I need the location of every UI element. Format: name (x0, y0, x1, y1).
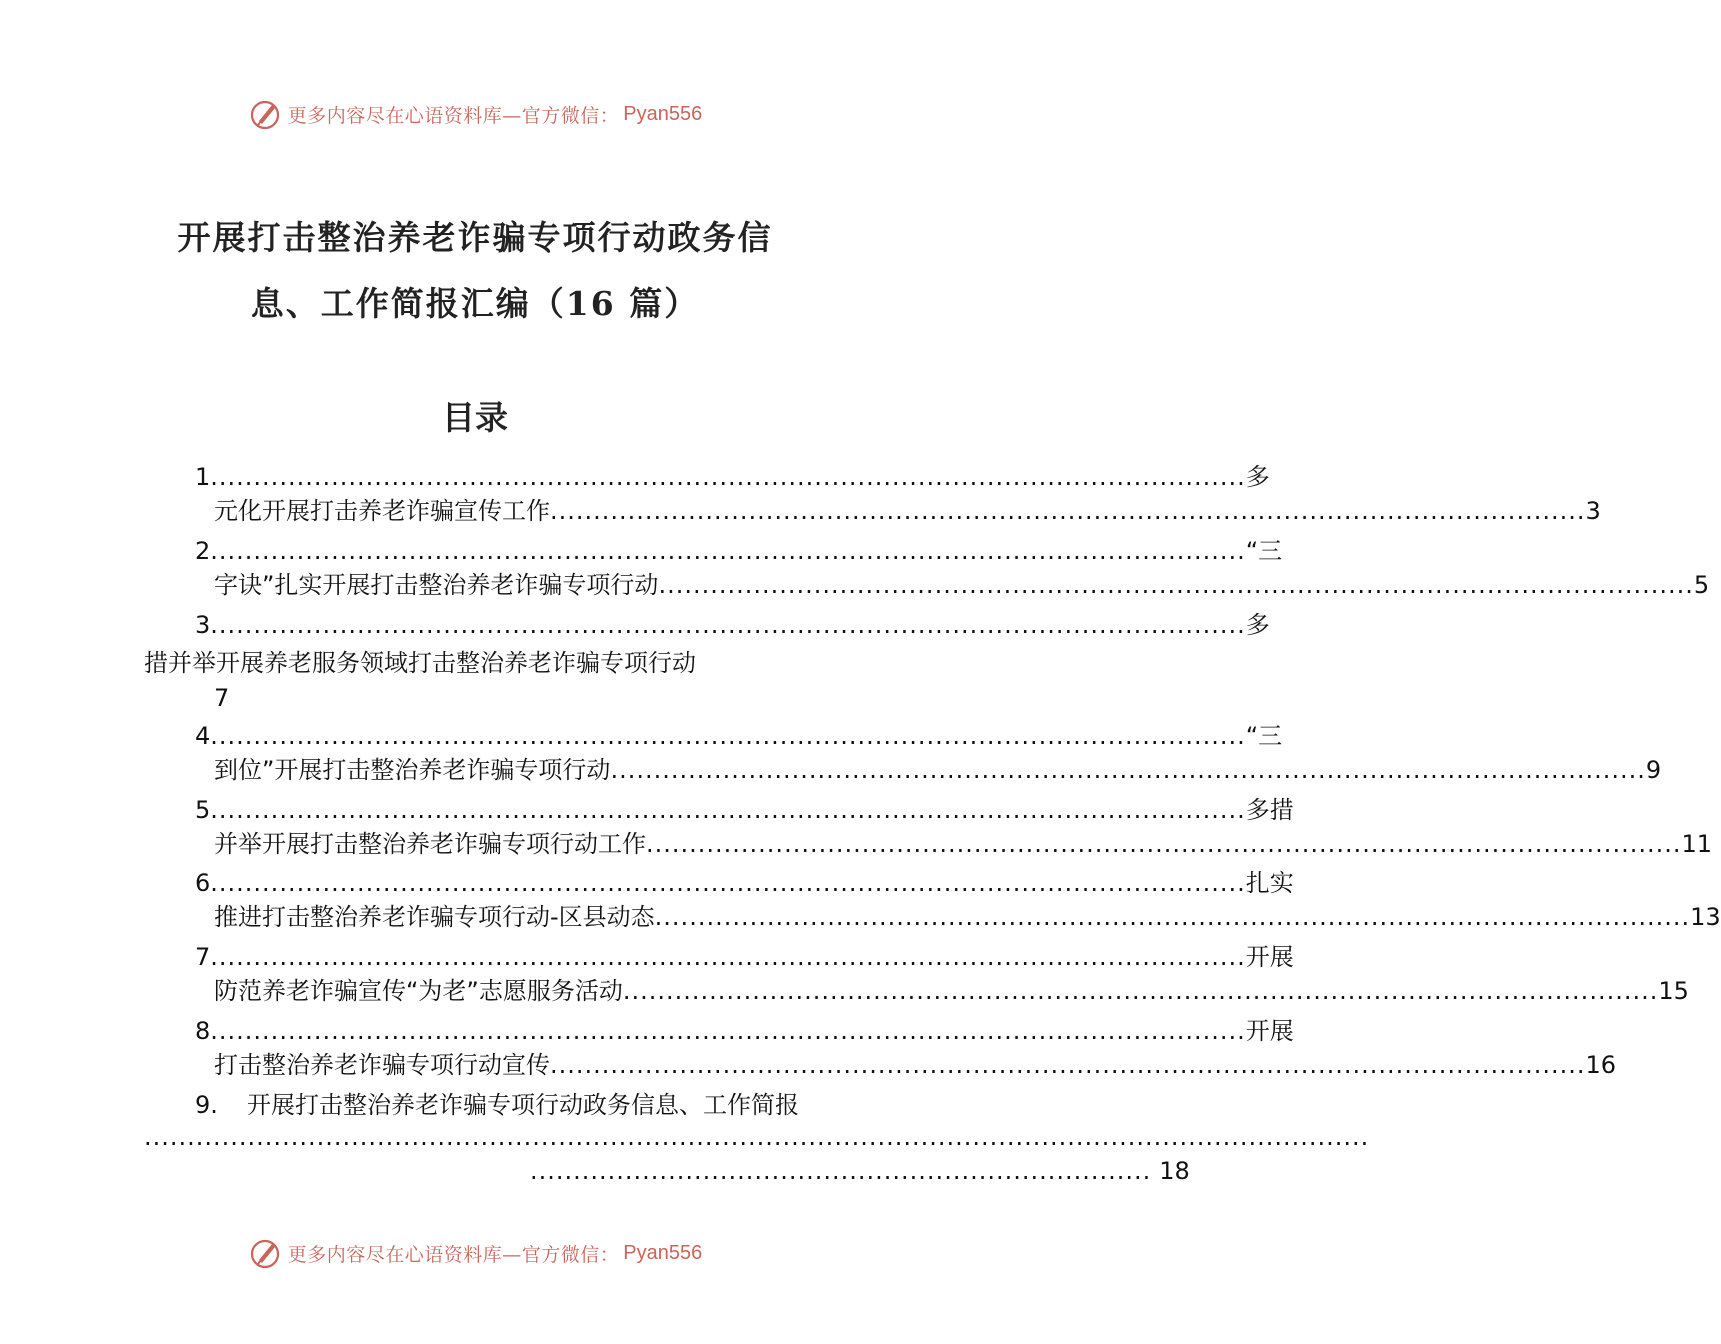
toc-entry-7-line2[interactable] (214, 974, 1689, 1008)
pen-logo-icon (248, 1236, 282, 1270)
toc-title-head: 开展 (1245, 1017, 1294, 1045)
toc-entry-2-line1[interactable] (195, 534, 1283, 568)
toc-entry-3-line1[interactable] (195, 608, 1270, 642)
toc-leader: ........................................................................................................................ (210, 943, 1246, 971)
document-title-line2: 息、工作简报汇编（16 篇） (250, 284, 700, 323)
toc-entry-6-line1[interactable] (195, 866, 1294, 900)
toc-title: 元化开展打击养老诈骗宣传工作 (214, 497, 550, 525)
toc-title-head: 多措 (1245, 796, 1294, 824)
toc-title-head: 开展 (1245, 943, 1294, 971)
toc-leader: ........................................................................................................................ (210, 722, 1246, 750)
toc-entry-8-line2[interactable] (214, 1048, 1617, 1082)
toc-entry-9-line1[interactable] (195, 1088, 840, 1122)
toc-page-number: 3 (1585, 497, 1601, 525)
toc-entry-6-line2[interactable] (214, 900, 1721, 934)
toc-entry-5-line1[interactable] (195, 793, 1294, 827)
toc-entry-2-line2[interactable] (214, 568, 1710, 602)
toc-number: 3 (195, 611, 211, 639)
toc-entry-7-line1[interactable] (195, 940, 1294, 974)
toc-number: 1 (195, 463, 211, 491)
footer-watermark (0, 1233, 950, 1273)
toc-leader: ........................................................................................................................ (210, 1017, 1246, 1045)
toc-entry-1-line2[interactable] (214, 494, 1601, 528)
toc-page-number: 9 (1645, 756, 1662, 784)
toc-leader: .............................................................................................................................................. (144, 1123, 1370, 1151)
toc-leader: ........................................................................................................................ (210, 537, 1246, 565)
toc-entry-4-line1[interactable] (195, 719, 1283, 753)
toc-entry-5-line2[interactable] (214, 827, 1713, 861)
toc-number: 6 (195, 869, 211, 897)
document-title-line1: 开展打击整治养老诈骗专项行动政务信 (177, 218, 773, 257)
toc-entry-9-line3[interactable] (530, 1154, 1190, 1188)
toc-title-head: “三 (1245, 722, 1283, 750)
toc-leader: ........................................................................................................................ (654, 903, 1691, 931)
toc-leader: ........................................................................ (530, 1157, 1152, 1185)
toc-title: 并举开展打击整治养老诈骗专项行动工作 (214, 830, 646, 858)
toc-page-number: 5 (1693, 571, 1710, 599)
toc-leader: ........................................................................................................................ (210, 463, 1246, 491)
toc-leader: ........................................................................................................................ (658, 571, 1694, 599)
toc-number: 7 (195, 943, 211, 971)
toc-entry-9-line2[interactable] (144, 1120, 1370, 1154)
toc-title-head: 扎实 (1245, 869, 1294, 897)
toc-page-number: 11 (1681, 830, 1713, 858)
toc-number: 8 (195, 1017, 211, 1045)
toc-title: 到位”开展打击整治养老诈骗专项行动 (214, 756, 611, 784)
toc-title: 打击整治养老诈骗专项行动宣传 (214, 1051, 550, 1079)
toc-title-head: 多 (1245, 463, 1270, 491)
toc-entry-3-line2[interactable] (144, 646, 844, 680)
toc-title: 推进打击整治养老诈骗专项行动-区县动态 (214, 903, 655, 931)
pen-logo-icon (248, 97, 282, 131)
watermark-text: 更多内容尽在心语资料库—官方微信： (287, 104, 620, 127)
wechat-id: Pyan556 (623, 102, 703, 125)
toc-entry-1-line1[interactable] (195, 460, 1270, 494)
toc-leader: ........................................................................................................................ (210, 611, 1246, 639)
wechat-id: Pyan556 (623, 1241, 703, 1264)
toc-leader: ........................................................................................................................ (550, 1051, 1586, 1079)
toc-heading: 目录 (442, 398, 508, 437)
toc-page-number: 18 (1159, 1157, 1190, 1185)
toc-leader: ........................................................................................................................ (610, 756, 1646, 784)
toc-leader: ........................................................................................................................ (210, 869, 1246, 897)
toc-leader: ........................................................................................................................ (622, 977, 1659, 1005)
toc-title-head: 开展打击整治养老诈骗专项行动政务信息、工作简报 (247, 1091, 799, 1119)
toc-leader: ........................................................................................................................ (210, 796, 1246, 824)
toc-leader: ........................................................................................................................ (646, 830, 1682, 858)
toc-entry-4-line2[interactable] (214, 753, 1662, 787)
toc-leader: ........................................................................................................................ (550, 497, 1586, 525)
toc-page-number: 7 (214, 684, 230, 712)
watermark-text: 更多内容尽在心语资料库—官方微信： (287, 1243, 620, 1266)
toc-title: 字诀”扎实开展打击整治养老诈骗专项行动 (214, 571, 659, 599)
toc-title: 措并举开展养老服务领域打击整治养老诈骗专项行动 (144, 649, 696, 677)
header-watermark (0, 94, 950, 134)
toc-number: 2 (195, 537, 211, 565)
toc-title: 防范养老诈骗宣传“为老”志愿服务活动 (214, 977, 623, 1005)
toc-page-number: 16 (1585, 1051, 1617, 1079)
toc-title-head: “三 (1245, 537, 1283, 565)
toc-entry-3-line3[interactable] (214, 681, 274, 715)
toc-number: 9. (195, 1091, 218, 1119)
toc-page-number: 13 (1690, 903, 1721, 931)
toc-page-number: 15 (1658, 977, 1689, 1005)
toc-entry-8-line1[interactable] (195, 1014, 1294, 1048)
toc-number: 5 (195, 796, 211, 824)
toc-number: 4 (195, 722, 211, 750)
toc-title-head: 多 (1245, 611, 1270, 639)
